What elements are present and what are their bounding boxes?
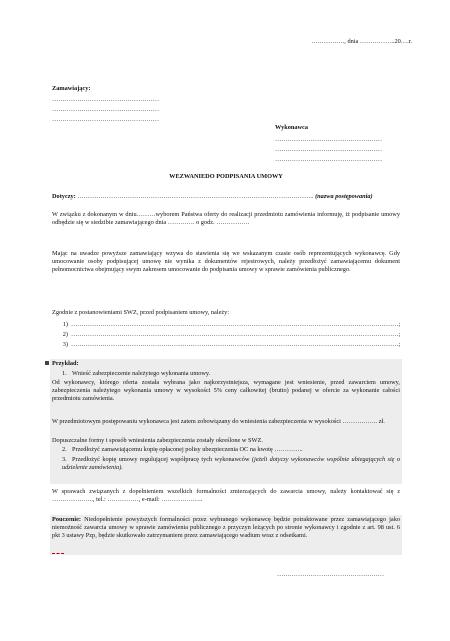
example-item-number: 3. (62, 456, 67, 463)
example-item-2 (62, 446, 400, 454)
list-number: 3) (62, 341, 68, 348)
zamawiajacy-label: Zamawiający: (52, 85, 91, 92)
paragraph-representatives: Mając na uwadze powyższe zamawiający wzywa do stawienia się we wskazanym czasie osób reprezentujących wykonawcę. Gdy umocowanie osoby podpisującej umowę nie wynika z dokumentów rejestrowych, należy przedłożyć zamawiającemu dokument pełnomocnictwa obejmujący swym zakresem umocowanie do podpisania umowy w sprawie zamówienia publicznego. (52, 250, 400, 274)
signature-line: …………………………………………… (277, 571, 385, 578)
example-label: Przykład: (52, 360, 79, 367)
list-item (52, 321, 400, 329)
paragraph-contact: W sprawach związanych z dopełnieniem wszelkich formalności zmierzających do zawarcia umowy, należy kontaktować się z ……………….., tel.: ……………, e-mail: ……………….. (52, 488, 400, 504)
date-line: ……………., dnia ……………..20….r. (311, 38, 412, 45)
example-item-text: Przedłożyć zamawiającemu kopię opłaconej polisy ubezpieczenia OC na kwotę ………….. (72, 446, 303, 453)
example-paragraph-b: W przedmiotowym postępowaniu wykonawca jest zatem zobowiązany do wniesienia zabezpieczenia w wysokości …………….. zł. (52, 418, 385, 425)
example-paragraph-a: Od wykonawcy, którego oferta została wybrana jako najkorzystniejsza, wymagane jest wniesienie, przed zawarciem umowy, zabezpieczenia należytego wykonania umowy w wysokości 5% ceny całkowitej (brutto) podanej w ofercie za wykonanie całości przedmiotu zamówienia. (52, 379, 400, 403)
example-item-number: 1. (62, 370, 67, 377)
paragraph-swz-intro: Zgodnie z postanowieniami SWZ, przed podpisaniem umowy, należy: (52, 309, 230, 316)
wykonawca-line: …………………………………………… (275, 136, 383, 143)
dotyczy-suffix: (nazwa postępowania) (313, 193, 373, 200)
pouczenie-text: Niedopełnienie powyższych formalności przez wybranego wykonawcę będzie potraktowane przez zamawiającego jako niemożność zawarcia umowy w sprawie zamówienia publicznego z przyczyn leżących po stronie wykonawcy i zgodnie z art. 98 ust. 6 pkt 3 ustawy Pzp, będzie skutkowało zatrzymaniem przez zamawiającego wadium wraz z odsetkami. (52, 516, 400, 540)
list-text: …………………………………………………………………………………………………………………………………………; (71, 341, 400, 348)
dotyczy-line (52, 193, 400, 201)
pouczenie-paragraph (52, 516, 400, 541)
document-title: WEZWANIEDO PODPISANIA UMOWY (169, 173, 283, 180)
example-item-text: Wnieść zabezpieczenie należytego wykonania umowy. (72, 370, 211, 377)
example-item-text: Przedłożyć kopię umowy regulującej współpracę tych wykonawców (72, 456, 250, 463)
example-item-note: (jeżeli dotyczy wykonawców wspólnie ubiegających się o udzielenie zamówienia). (62, 456, 400, 472)
dotyczy-dots: ………………………………………………………………………………………………….. (75, 193, 314, 200)
list-number: 1) (62, 321, 68, 328)
example-item-3 (62, 456, 400, 472)
bullet-square-icon (45, 361, 49, 365)
list-number: 2) (62, 331, 68, 338)
wykonawca-label: Wykonawca (275, 124, 309, 131)
list-text: …………………………………………………………………………………………………………………………………………; (71, 321, 400, 328)
zamawiajacy-line: …………………………………………… (52, 96, 160, 103)
list-text: …………………………………………………………………………………………………………………………………………; (71, 331, 400, 338)
wykonawca-lines (275, 136, 385, 166)
example-item-number: 2. (62, 446, 67, 453)
pouczenie-label: Pouczenie: (52, 516, 82, 523)
zamawiajacy-line: …………………………………………… (52, 116, 160, 123)
example-paragraph-c: Dopuszczalne formy i sposób wniesienia zabezpieczenia zostały określone w SWZ. (52, 437, 263, 444)
zamawiajacy-lines (52, 96, 162, 126)
list-item (52, 331, 400, 339)
wykonawca-line: …………………………………………… (275, 156, 383, 163)
spellcheck-mark (52, 551, 64, 554)
list-item (52, 341, 400, 349)
paragraph-selection: W związku z dokonanym w dniu………wyborem Państwa oferty do realizacji przedmiotu zamówienia informuję, iż podpisanie umowy odbędzie się w siedzibie zamawiającego dnia …………. o godz. ……………. (52, 211, 400, 227)
zamawiajacy-line: …………………………………………… (52, 106, 160, 113)
wykonawca-line: …………………………………………… (275, 146, 383, 153)
example-item-1 (62, 370, 400, 378)
dotyczy-label: Dotyczy: (52, 193, 76, 200)
